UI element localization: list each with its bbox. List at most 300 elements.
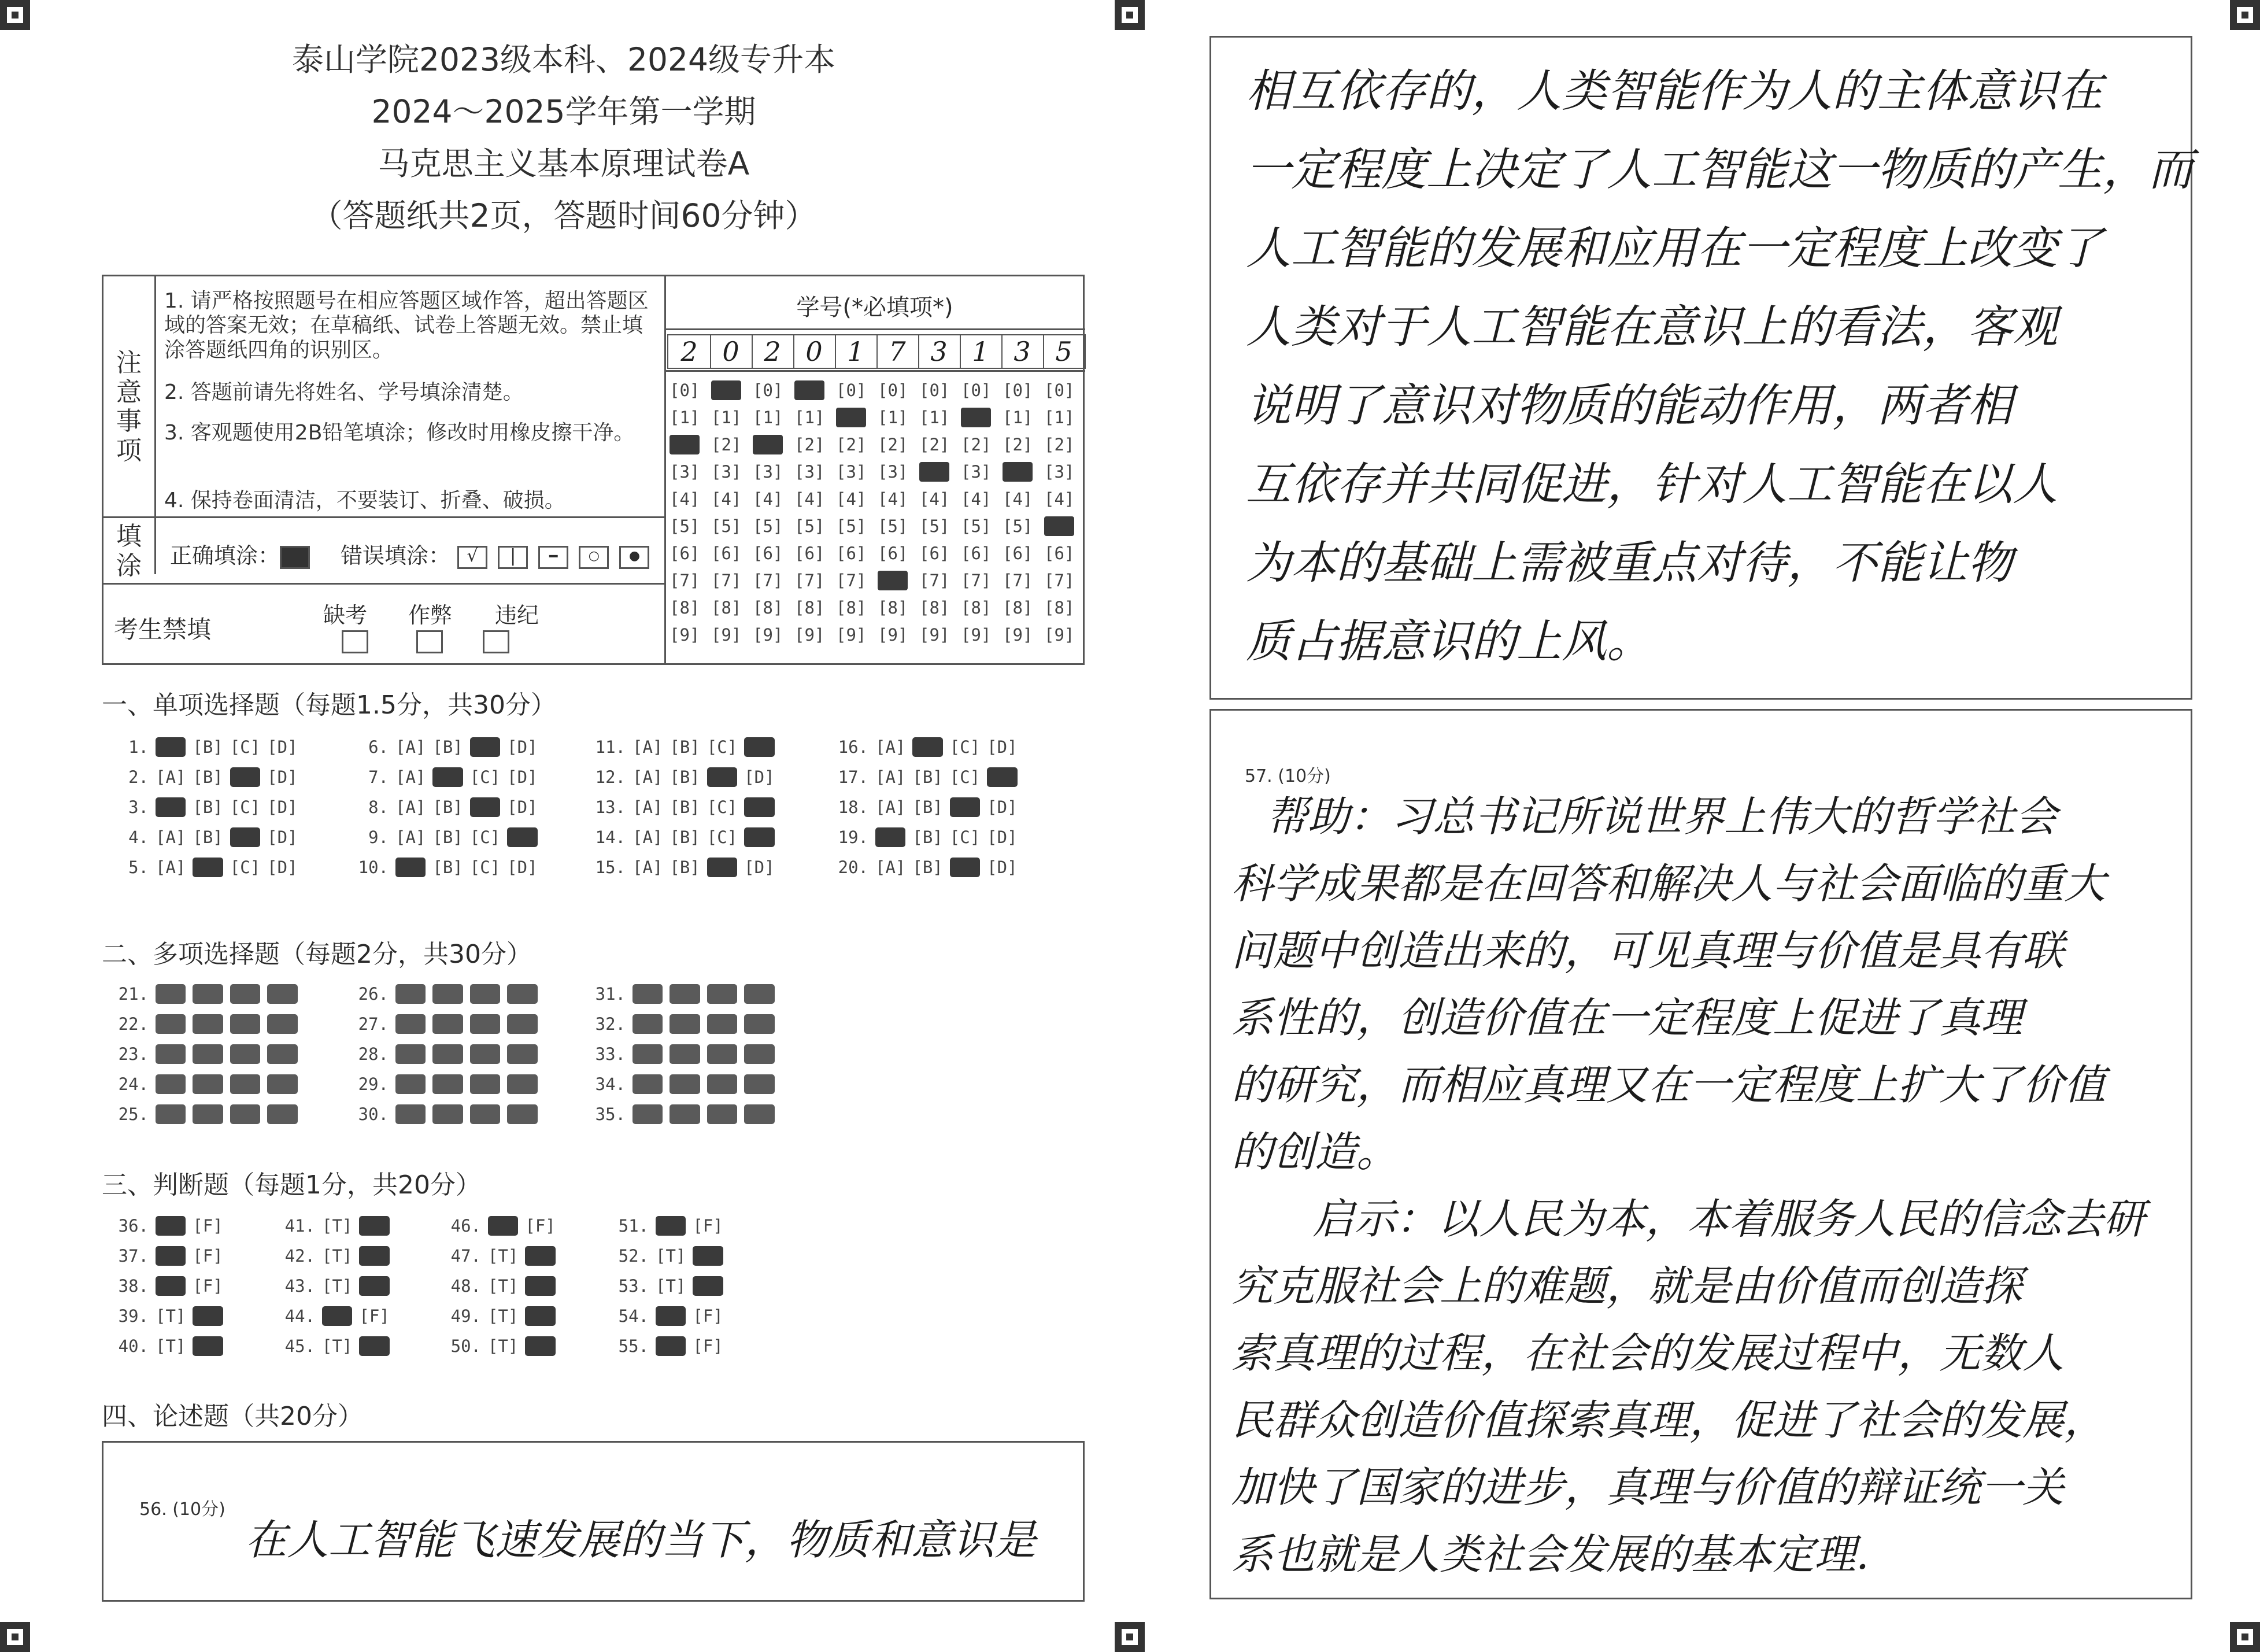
answer-bubble[interactable] (193, 1306, 223, 1326)
answer-bubble[interactable]: [T] (488, 1276, 519, 1296)
student-id-bubble[interactable]: [0] (836, 380, 867, 400)
student-id-bubble[interactable]: [7] (836, 571, 867, 590)
student-id-bubble[interactable]: [2] (878, 435, 908, 454)
answer-bubble[interactable] (432, 1074, 463, 1094)
answer-bubble[interactable]: [B] (193, 737, 223, 757)
answer-bubble[interactable]: [T] (488, 1246, 519, 1266)
student-id-bubble[interactable]: [5] (1003, 516, 1033, 536)
student-id-bubble[interactable]: [6] (919, 544, 950, 563)
answer-bubble[interactable]: [T] (322, 1336, 353, 1356)
student-id-bubble[interactable]: [5] (961, 516, 992, 536)
student-id-bubble[interactable] (670, 435, 700, 454)
student-id-bubble[interactable]: [8] (836, 598, 867, 618)
student-id-bubble[interactable]: [6] (1003, 544, 1033, 563)
student-id-bubble[interactable]: [4] (961, 489, 992, 509)
question-number: 15. (595, 858, 626, 877)
answer-bubble[interactable]: [D] (507, 797, 538, 817)
answer-bubble[interactable]: [A] (156, 858, 186, 877)
answer-row (590, 827, 775, 847)
answer-bubble[interactable]: [C] (469, 767, 501, 787)
student-id-bubble[interactable] (961, 408, 991, 427)
answer-bubble[interactable]: [A] (632, 797, 663, 817)
answer-bubble[interactable]: [C] (469, 827, 501, 847)
answer-bubble[interactable]: [B] (670, 737, 700, 757)
answer-bubble[interactable] (632, 1074, 663, 1094)
answer-bubble[interactable] (193, 1104, 223, 1124)
student-id-bubble[interactable]: [7] (961, 571, 992, 590)
question-number: 6. (368, 737, 389, 757)
answer-bubble[interactable] (470, 797, 500, 817)
answer-bubble[interactable] (156, 1104, 186, 1124)
answer-bubble[interactable] (156, 1246, 186, 1266)
answer-bubble[interactable] (488, 1216, 518, 1236)
student-id-bubble[interactable]: [9] (1003, 625, 1033, 645)
answer-bubble[interactable]: [A] (632, 858, 663, 877)
answer-bubble[interactable] (744, 737, 774, 757)
answer-bubble[interactable]: [A] (875, 767, 906, 787)
student-id-bubble[interactable]: [5] (794, 516, 825, 536)
student-id-bubble[interactable]: [4] (836, 489, 867, 509)
student-id-bubble[interactable]: [7] (1044, 571, 1075, 590)
student-id-bubble-grid[interactable] (667, 380, 1083, 658)
student-id-bubble[interactable]: [7] (919, 571, 950, 590)
student-id-bubble[interactable]: [3] (753, 462, 783, 482)
section-single-title: 一、单项选择题（每题1.5分，共30分） (102, 690, 556, 720)
student-id-bubble[interactable]: [5] (753, 516, 783, 536)
answer-bubble[interactable] (193, 1336, 223, 1356)
student-id-bubble[interactable]: [5] (878, 516, 908, 536)
answer-row (353, 984, 538, 1004)
answer-bubble[interactable] (507, 1074, 537, 1094)
student-id-bubble[interactable]: [8] (794, 598, 825, 618)
student-id-bubble[interactable]: [8] (753, 598, 783, 618)
answer-bubble[interactable] (707, 767, 737, 787)
student-id-bubble[interactable]: [0] (878, 380, 908, 400)
answer-bubble[interactable] (744, 797, 774, 817)
absent-checkbox[interactable] (342, 630, 368, 653)
answer-bubble[interactable]: [B] (670, 827, 700, 847)
answer-bubble[interactable] (193, 1044, 223, 1064)
answer-bubble[interactable]: [C] (230, 858, 261, 877)
answer-bubble[interactable] (193, 858, 223, 877)
answer-bubble[interactable] (395, 984, 426, 1004)
answer-bubble[interactable]: [D] (267, 858, 298, 877)
answer-bubble[interactable] (507, 1014, 537, 1034)
answer-bubble[interactable] (156, 1276, 186, 1296)
answer-bubble[interactable] (156, 1216, 186, 1236)
student-id-bubble[interactable]: [2] (1003, 435, 1033, 454)
question-number: 37. (118, 1246, 149, 1266)
answer-bubble[interactable] (359, 1216, 389, 1236)
answer-bubble[interactable] (693, 1246, 723, 1266)
student-id-bubble[interactable]: [4] (753, 489, 783, 509)
answer-bubble[interactable] (632, 984, 663, 1004)
answer-bubble[interactable] (193, 1074, 223, 1094)
student-id-bubble[interactable]: [6] (878, 544, 908, 563)
answer-bubble[interactable]: [T] (322, 1276, 353, 1296)
answer-bubble[interactable]: [T] (488, 1306, 519, 1326)
student-id-bubble[interactable]: [4] (919, 489, 950, 509)
answer-bubble[interactable]: [B] (912, 858, 943, 877)
answer-bubble[interactable] (432, 1044, 463, 1064)
answer-bubble[interactable]: [B] (912, 827, 943, 847)
answer-bubble[interactable]: [C] (469, 858, 501, 877)
answer-bubble[interactable]: [D] (987, 858, 1018, 877)
student-id-bubble[interactable] (1003, 462, 1033, 482)
student-id-bubble[interactable]: [8] (961, 598, 992, 618)
answer-bubble[interactable] (230, 984, 260, 1004)
answer-bubble[interactable]: [T] (656, 1276, 686, 1296)
answer-bubble[interactable]: [B] (670, 767, 700, 787)
question-number: 31. (595, 984, 626, 1004)
student-id-bubble[interactable]: [4] (1003, 489, 1033, 509)
student-id-bubble[interactable] (919, 462, 949, 482)
answer-bubble[interactable] (230, 1104, 260, 1124)
student-id-bubble[interactable]: [7] (670, 571, 700, 590)
answer-bubble[interactable] (507, 827, 537, 847)
answer-bubble[interactable]: [F] (193, 1216, 223, 1236)
student-id-bubble[interactable]: [5] (836, 516, 867, 536)
student-id-bubble[interactable]: [0] (919, 380, 950, 400)
student-id-bubble[interactable]: [8] (1044, 598, 1075, 618)
q56-handwriting-line-1: 在人工智能飞速发展的当下，物质和意识是 (245, 1516, 1037, 1564)
student-id-bubble[interactable]: [2] (919, 435, 950, 454)
answer-bubble[interactable] (950, 858, 980, 877)
violation-checkbox[interactable] (483, 630, 509, 653)
answer-bubble[interactable] (707, 858, 737, 877)
answer-bubble[interactable] (950, 797, 980, 817)
student-id-bubble[interactable]: [6] (836, 544, 867, 563)
answer-bubble[interactable]: [B] (670, 797, 700, 817)
answer-bubble[interactable] (470, 1104, 500, 1124)
answer-bubble[interactable] (744, 1044, 774, 1064)
answer-bubble[interactable]: [T] (656, 1246, 686, 1266)
answer-bubble[interactable] (707, 1104, 737, 1124)
answer-bubble[interactable] (395, 1044, 426, 1064)
answer-bubble[interactable] (632, 1044, 663, 1064)
answer-bubble[interactable] (156, 1044, 186, 1064)
answer-bubble[interactable]: [C] (707, 797, 738, 817)
student-id-bubble[interactable]: [3] (878, 462, 908, 482)
student-id-bubble[interactable]: [4] (1044, 489, 1075, 509)
answer-bubble[interactable]: [D] (987, 797, 1018, 817)
student-id-bubble[interactable]: [2] (961, 435, 992, 454)
student-id-bubble[interactable]: [3] (836, 462, 867, 482)
student-id-bubble[interactable]: [9] (794, 625, 825, 645)
answer-bubble[interactable]: [F] (693, 1306, 723, 1326)
student-id-bubble[interactable]: [0] (670, 380, 700, 400)
answer-bubble[interactable] (395, 1104, 426, 1124)
student-id-bubble[interactable]: [9] (1044, 625, 1075, 645)
answer-bubble[interactable]: [D] (267, 827, 298, 847)
student-id-bubble[interactable]: [9] (919, 625, 950, 645)
answer-bubble[interactable] (432, 984, 463, 1004)
answer-bubble[interactable]: [D] (267, 767, 298, 787)
answer-bubble[interactable] (470, 1044, 500, 1064)
answer-bubble[interactable]: [C] (949, 827, 981, 847)
answer-bubble[interactable]: [D] (987, 737, 1018, 757)
answer-bubble[interactable]: [B] (670, 858, 700, 877)
answer-bubble[interactable] (156, 984, 186, 1004)
answer-bubble[interactable] (632, 1104, 663, 1124)
answer-bubble[interactable]: [D] (507, 858, 538, 877)
student-id-bubble[interactable]: [5] (919, 516, 950, 536)
student-id-bubble[interactable]: [7] (794, 571, 825, 590)
answer-bubble[interactable] (656, 1306, 686, 1326)
answer-bubble[interactable]: [D] (267, 797, 298, 817)
answer-bubble[interactable]: [A] (632, 827, 663, 847)
answer-bubble[interactable]: [B] (432, 797, 463, 817)
answer-bubble[interactable] (395, 1014, 426, 1034)
student-id-bubble[interactable]: [0] (1044, 380, 1075, 400)
q57-answer-box[interactable] (1209, 709, 2192, 1599)
student-id-bubble[interactable] (878, 571, 908, 590)
answer-bubble[interactable] (193, 1014, 223, 1034)
student-id-bubble[interactable]: [3] (711, 462, 742, 482)
answer-row (353, 1074, 538, 1094)
answer-bubble[interactable] (470, 984, 500, 1004)
answer-bubble[interactable]: [A] (156, 767, 186, 787)
answer-bubble[interactable] (359, 1276, 389, 1296)
student-id-bubble[interactable]: [9] (836, 625, 867, 645)
answer-bubble[interactable] (507, 1044, 537, 1064)
answer-bubble[interactable] (156, 737, 186, 757)
answer-bubble[interactable]: [T] (322, 1246, 353, 1266)
student-id-bubble[interactable]: [1] (1044, 408, 1075, 427)
answer-bubble[interactable] (432, 767, 463, 787)
student-id-bubble[interactable]: [5] (711, 516, 742, 536)
answer-bubble[interactable]: [C] (707, 737, 738, 757)
answer-bubble[interactable]: [A] (395, 737, 426, 757)
answer-bubble[interactable] (670, 1074, 700, 1094)
answer-bubble[interactable]: [A] (875, 737, 906, 757)
answer-bubble[interactable] (156, 1014, 186, 1034)
answer-bubble[interactable]: [A] (632, 737, 663, 757)
answer-bubble[interactable] (744, 1014, 774, 1034)
answer-bubble[interactable] (230, 767, 260, 787)
student-id-bubble[interactable]: [6] (753, 544, 783, 563)
answer-bubble[interactable] (322, 1306, 352, 1326)
student-id-bubble[interactable]: [7] (753, 571, 783, 590)
answer-bubble[interactable] (193, 984, 223, 1004)
answer-bubble[interactable] (359, 1336, 389, 1356)
answer-bubble[interactable] (267, 1104, 297, 1124)
answer-bubble[interactable] (525, 1276, 555, 1296)
answer-bubble[interactable] (744, 984, 774, 1004)
answer-bubble[interactable]: [A] (156, 827, 186, 847)
answer-bubble[interactable]: [B] (432, 827, 463, 847)
student-id-bubble[interactable]: [8] (711, 598, 742, 618)
student-id-bubble[interactable]: [8] (878, 598, 908, 618)
answer-bubble[interactable] (656, 1216, 686, 1236)
student-id-bubble[interactable]: [7] (711, 571, 742, 590)
q56-label: 56. (10分) (139, 1499, 225, 1520)
answer-bubble[interactable]: [B] (193, 767, 223, 787)
answer-bubble[interactable] (230, 1044, 260, 1064)
student-id-bubble[interactable]: [6] (670, 544, 700, 563)
student-id-bubble[interactable]: [2] (1044, 435, 1075, 454)
student-id-bubble[interactable]: [9] (878, 625, 908, 645)
student-id-bubble[interactable]: [6] (1044, 544, 1075, 563)
student-id-bubble[interactable]: [4] (878, 489, 908, 509)
q56-answer-box-start[interactable] (102, 1441, 1085, 1602)
student-id-bubble[interactable]: [3] (670, 462, 700, 482)
question-number: 5. (128, 858, 149, 877)
answer-bubble[interactable] (507, 1104, 537, 1124)
answer-bubble[interactable]: [A] (395, 767, 426, 787)
student-id-bubble[interactable]: [1] (670, 408, 700, 427)
answer-bubble[interactable]: [T] (488, 1336, 519, 1356)
answer-bubble[interactable]: [D] (744, 767, 775, 787)
answer-bubble[interactable] (267, 984, 297, 1004)
student-id-bubble[interactable]: [2] (711, 435, 742, 454)
student-id-bubble[interactable]: [2] (836, 435, 867, 454)
answer-bubble[interactable] (744, 1104, 774, 1124)
answer-bubble[interactable]: [F] (525, 1216, 556, 1236)
answer-bubble[interactable]: [A] (875, 797, 906, 817)
answer-bubble[interactable]: [F] (193, 1246, 223, 1266)
student-id-bubble[interactable]: [5] (670, 516, 700, 536)
student-id-bubble[interactable]: [8] (1003, 598, 1033, 618)
student-id-bubble[interactable]: [4] (711, 489, 742, 509)
student-id-bubble[interactable]: [1] (1003, 408, 1033, 427)
answer-bubble[interactable] (656, 1336, 686, 1356)
answer-bubble[interactable]: [T] (156, 1336, 186, 1356)
fill-wrong-label: 错误填涂： (341, 543, 451, 568)
student-id-bubble[interactable]: [8] (919, 598, 950, 618)
student-id-bubble[interactable]: [1] (753, 408, 783, 427)
answer-bubble[interactable]: [A] (395, 827, 426, 847)
answer-bubble[interactable] (670, 984, 700, 1004)
student-id-bubble[interactable]: [6] (794, 544, 825, 563)
answer-bubble[interactable] (670, 1014, 700, 1034)
answer-bubble[interactable] (230, 1014, 260, 1034)
student-id-bubble[interactable] (836, 408, 866, 427)
answer-bubble[interactable]: [F] (193, 1276, 223, 1296)
answer-bubble[interactable] (230, 827, 260, 847)
answer-bubble[interactable] (156, 797, 186, 817)
answer-bubble[interactable] (507, 984, 537, 1004)
answer-bubble[interactable]: [D] (507, 767, 538, 787)
answer-bubble[interactable] (693, 1276, 723, 1296)
answer-bubble[interactable] (230, 1074, 260, 1094)
answer-bubble[interactable]: [D] (507, 737, 538, 757)
answer-bubble[interactable] (912, 737, 942, 757)
student-id-bubble[interactable]: [9] (961, 625, 992, 645)
student-id-bubble[interactable]: [3] (961, 462, 992, 482)
answer-bubble[interactable]: [F] (693, 1336, 723, 1356)
student-id-bubble[interactable] (711, 380, 741, 400)
student-id-bubble[interactable]: [0] (961, 380, 992, 400)
answer-bubble[interactable] (395, 858, 426, 877)
student-id-bubble[interactable] (794, 380, 824, 400)
student-id-bubble[interactable]: [9] (711, 625, 742, 645)
answer-bubble[interactable]: [A] (395, 797, 426, 817)
answer-bubble[interactable] (267, 1074, 297, 1094)
answer-bubble[interactable] (707, 1044, 737, 1064)
student-id-bubble[interactable]: [9] (670, 625, 700, 645)
student-id-bubble[interactable]: [1] (919, 408, 950, 427)
answer-bubble[interactable] (744, 827, 774, 847)
answer-bubble[interactable]: [B] (912, 767, 943, 787)
student-id-bubble[interactable]: [3] (1044, 462, 1075, 482)
answer-bubble[interactable]: [B] (193, 827, 223, 847)
answer-bubble[interactable] (707, 984, 737, 1004)
answer-bubble[interactable] (395, 1074, 426, 1094)
student-id-bubble[interactable]: [3] (794, 462, 825, 482)
answer-bubble[interactable] (267, 1044, 297, 1064)
answer-bubble[interactable] (670, 1044, 700, 1064)
answer-bubble[interactable]: [B] (193, 797, 223, 817)
student-id-bubble[interactable]: [0] (753, 380, 783, 400)
answer-bubble[interactable] (470, 1074, 500, 1094)
answer-bubble[interactable] (470, 1014, 500, 1034)
answer-bubble[interactable]: [B] (432, 858, 463, 877)
student-id-bubble[interactable]: [1] (711, 408, 742, 427)
answer-bubble[interactable]: [A] (632, 767, 663, 787)
answer-bubble[interactable] (525, 1336, 555, 1356)
student-id-bubble[interactable]: [9] (753, 625, 783, 645)
student-id-bubble[interactable]: [2] (794, 435, 825, 454)
answer-bubble[interactable] (987, 767, 1017, 787)
answer-bubble[interactable]: [B] (912, 797, 943, 817)
answer-bubble[interactable]: [B] (432, 737, 463, 757)
q56-answer-box-continued[interactable] (1209, 36, 2192, 700)
answer-bubble[interactable] (267, 1014, 297, 1034)
answer-bubble[interactable] (359, 1246, 389, 1266)
answer-bubble[interactable]: [C] (230, 737, 261, 757)
answer-bubble[interactable] (707, 1074, 737, 1094)
answer-bubble[interactable] (156, 1074, 186, 1094)
answer-bubble[interactable]: [C] (707, 827, 738, 847)
answer-bubble[interactable] (707, 1014, 737, 1034)
student-id-bubble[interactable]: [4] (670, 489, 700, 509)
answer-bubble[interactable] (670, 1104, 700, 1124)
answer-bubble[interactable]: [F] (693, 1216, 723, 1236)
answer-bubble[interactable]: [D] (987, 827, 1018, 847)
answer-bubble[interactable]: [A] (875, 858, 906, 877)
answer-bubble[interactable] (525, 1306, 555, 1326)
student-id-bubble[interactable]: [8] (670, 598, 700, 618)
answer-bubble[interactable]: [D] (744, 858, 775, 877)
student-id-bubble[interactable]: [4] (794, 489, 825, 509)
answer-bubble[interactable]: [F] (359, 1306, 390, 1326)
answer-row (353, 1044, 538, 1064)
student-id-bubble[interactable] (1044, 516, 1074, 536)
answer-bubble[interactable]: [C] (949, 737, 981, 757)
student-id-bubble[interactable]: [1] (794, 408, 825, 427)
student-id-bubble[interactable]: [7] (1003, 571, 1033, 590)
answer-bubble[interactable] (432, 1104, 463, 1124)
answer-bubble[interactable]: [T] (156, 1306, 186, 1326)
student-id-bubble[interactable]: [1] (878, 408, 908, 427)
answer-bubble[interactable]: [T] (322, 1216, 353, 1236)
answer-bubble[interactable] (525, 1246, 555, 1266)
answer-bubble[interactable] (632, 1014, 663, 1034)
answer-bubble[interactable] (470, 737, 500, 757)
answer-bubble[interactable]: [C] (230, 797, 261, 817)
student-id-bubble[interactable]: [0] (1003, 380, 1033, 400)
student-id-bubble[interactable]: [6] (711, 544, 742, 563)
student-id-bubble[interactable]: [6] (961, 544, 992, 563)
cheating-checkbox[interactable] (416, 630, 443, 653)
answer-bubble[interactable]: [C] (949, 767, 981, 787)
answer-bubble[interactable]: [D] (267, 737, 298, 757)
student-id-bubble[interactable] (753, 435, 783, 454)
answer-bubble[interactable] (432, 1014, 463, 1034)
answer-bubble[interactable] (875, 827, 905, 847)
answer-bubble[interactable] (744, 1074, 774, 1094)
